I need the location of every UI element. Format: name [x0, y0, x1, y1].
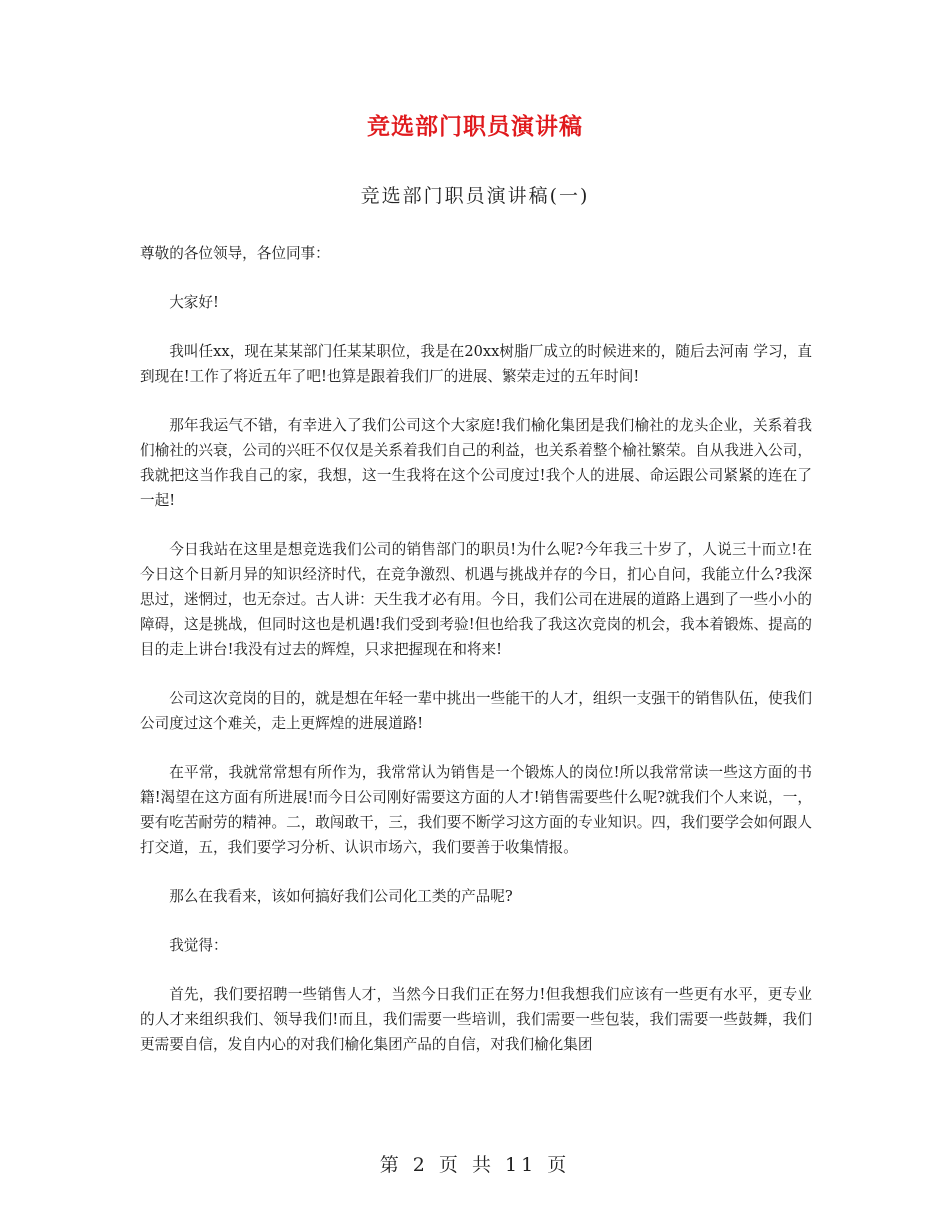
- document-subtitle: 竞选部门职员演讲稿(一): [360, 185, 590, 207]
- body-paragraph: 那年我运气不错，有幸进入了我们公司这个大家庭!我们榆化集团是我们榆社的龙头企业，关系着我们榆社的兴衰，公司的兴旺不仅仅是关系着我们自己的利益，也关系着整个榆社繁荣。自从我进入公司，我就把这当作我自己的家，我想，这一生我将在这个公司度过!我个人的进展、命运跟公司紧紧的连在了一起!: [140, 417, 812, 509]
- body-paragraph: 在平常，我就常常想有所作为，我常常认为销售是一个锻炼人的岗位!所以我常常读一些这方面的书籍!渴望在这方面有所进展!而今日公司刚好需要这方面的人才!销售需要些什么呢?就我们个人来说，一，要有吃苦耐劳的精神。二，敢闯敢干，三，我们要不断学习这方面的专业知识。四，我们要学会如何跟人打交道，五，我们要学习分析、认识市场六，我们要善于收集情报。: [140, 764, 812, 856]
- body-paragraph: 首先，我们要招聘一些销售人才，当然今日我们正在努力!但我想我们应该有一些更有水平，更专业的人才来组织我们、领导我们!而且，我们需要一些培训，我们需要一些包装，我们需要一些鼓舞，我们更需要自信，发自内心的对我们榆化集团产品的自信，对我们榆化集团: [140, 986, 812, 1053]
- body-paragraph: 今日我站在这里是想竞选我们公司的销售部门的职员!为什么呢?今年我三十岁了，人说三十而立!在今日这个日新月异的知识经济时代，在竞争激烈、机遇与挑战并存的今日，扪心自问，我能立什么?我深思过，迷惘过，也无奈过。古人讲：天生我才必有用。今日，我们公司在进展的道路上遇到了一些小小的障碍，这是挑战，但同时这也是机遇!我们受到考验!但也给我了我这次竞岗的机会，我本着锻炼、提高的目的走上讲台!我没有过去的辉煌，只求把握现在和将来!: [140, 541, 812, 658]
- body-paragraph: 我觉得：: [169, 937, 228, 954]
- document-body: [140, 241, 812, 1081]
- salutation-paragraph: 尊敬的各位领导，各位同事：: [140, 245, 330, 262]
- body-paragraph: 那么在我看来，该如何搞好我们公司化工类的产品呢?: [169, 888, 513, 905]
- body-paragraph: 我叫任xx，现在某某部门任某某职位，我是在20xx树脂厂成立的时候进来的，随后去河南 学习，直到现在!工作了将近五年了吧!也算是跟着我们厂的进展、繁荣走过的五年时间!: [140, 343, 812, 385]
- body-paragraph: 公司这次竞岗的目的，就是想在年轻一辈中挑出一些能干的人才，组织一支强干的销售队伍，使我们公司度过这个难关，走上更辉煌的进展道路!: [140, 690, 812, 732]
- document-title: 竞选部门职员演讲稿: [367, 113, 583, 140]
- page-number-footer: 第 2 页 共 11 页: [379, 1154, 571, 1176]
- greeting-paragraph: 大家好!: [169, 294, 219, 311]
